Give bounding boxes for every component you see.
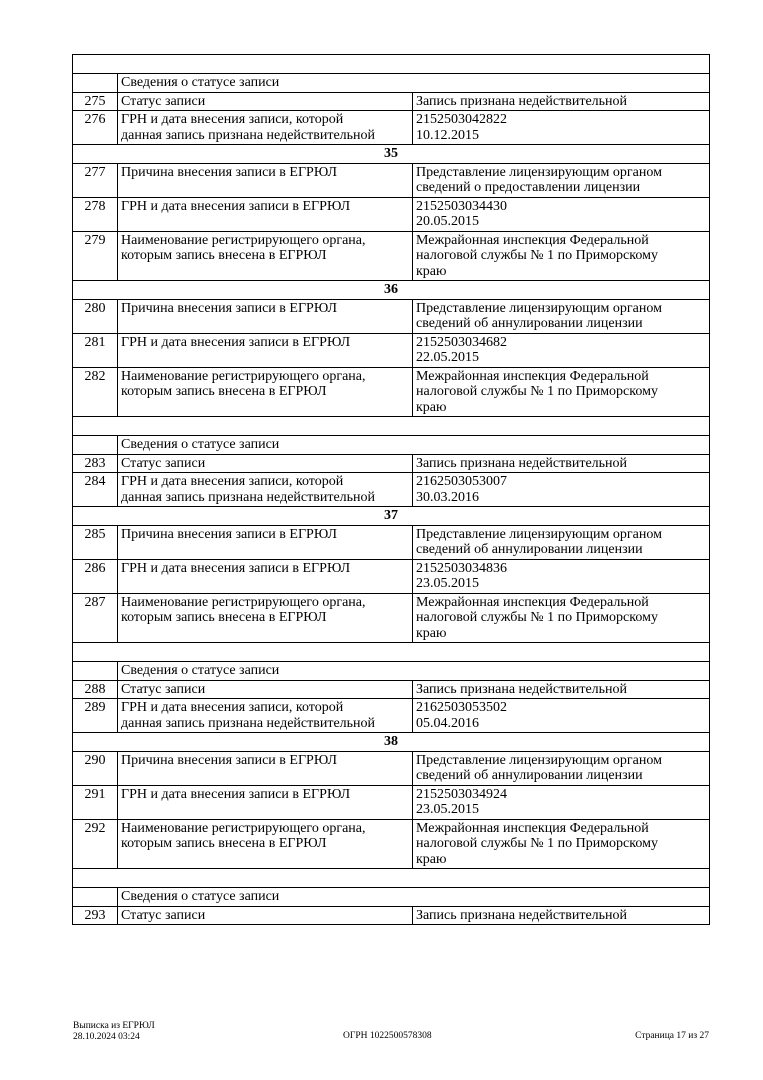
row-field-name: Наименование регистрирующего органа, которым запись внесена в ЕГРЮЛ: [118, 367, 413, 417]
row-field-name: ГРН и дата внесения записи в ЕГРЮЛ: [118, 197, 413, 231]
row-field-name: Статус записи: [118, 906, 413, 925]
row-field-name: Наименование регистрирующего органа, которым запись внесена в ЕГРЮЛ: [118, 231, 413, 281]
blank-cell: [73, 643, 710, 662]
caption-text: Сведения о статусе записи: [118, 662, 710, 681]
table-row: [73, 92, 710, 111]
caption-num-cell: [73, 888, 118, 907]
row-field-value: 2152503034924 23.05.2015: [413, 785, 710, 819]
blank-row: [73, 55, 710, 74]
caption-text: Сведения о статусе записи: [118, 888, 710, 907]
blank-row: [73, 643, 710, 662]
table-row: [73, 367, 710, 417]
row-number: 293: [73, 906, 118, 925]
table-row: [73, 163, 710, 197]
section-row: [73, 281, 710, 300]
row-field-value: Межрайонная инспекция Федеральной налоговой службы № 1 по Приморскому краю: [413, 593, 710, 643]
table-row: [73, 906, 710, 925]
section-number: 36: [73, 281, 710, 300]
table-row: [73, 785, 710, 819]
row-number: 285: [73, 525, 118, 559]
caption-num-cell: [73, 74, 118, 93]
egrul-table: [72, 54, 710, 925]
row-number: 281: [73, 333, 118, 367]
footer-datetime: 28.10.2024 03:24: [73, 1031, 140, 1042]
row-field-value: Межрайонная инспекция Федеральной налоговой службы № 1 по Приморскому краю: [413, 367, 710, 417]
table-row: [73, 333, 710, 367]
section-number: 38: [73, 733, 710, 752]
footer-doc-title: Выписка из ЕГРЮЛ: [73, 1021, 155, 1031]
row-number: 284: [73, 473, 118, 507]
caption-num-cell: [73, 436, 118, 455]
row-field-name: ГРН и дата внесения записи в ЕГРЮЛ: [118, 333, 413, 367]
caption-row: [73, 662, 710, 681]
row-number: 275: [73, 92, 118, 111]
row-field-value: Представление лицензирующим органом сведений о предоставлении лицензии: [413, 163, 710, 197]
section-row: [73, 733, 710, 752]
footer-ogrn: ОГРН 1022500578308: [343, 1031, 432, 1041]
row-number: 282: [73, 367, 118, 417]
row-field-value: 2152503034682 22.05.2015: [413, 333, 710, 367]
row-number: 277: [73, 163, 118, 197]
row-number: 286: [73, 559, 118, 593]
row-field-name: Наименование регистрирующего органа, которым запись внесена в ЕГРЮЛ: [118, 819, 413, 869]
row-field-name: ГРН и дата внесения записи, которой данная запись признана недействительной: [118, 699, 413, 733]
row-field-name: Статус записи: [118, 454, 413, 473]
section-row: [73, 145, 710, 164]
blank-cell: [73, 417, 710, 436]
row-field-value: 2152503034836 23.05.2015: [413, 559, 710, 593]
row-number: 292: [73, 819, 118, 869]
blank-cell: [73, 869, 710, 888]
row-field-value: Представление лицензирующим органом сведений об аннулировании лицензии: [413, 525, 710, 559]
row-field-value: Межрайонная инспекция Федеральной налоговой службы № 1 по Приморскому краю: [413, 819, 710, 869]
row-number: 278: [73, 197, 118, 231]
row-field-value: Представление лицензирующим органом сведений об аннулировании лицензии: [413, 299, 710, 333]
table-row: [73, 559, 710, 593]
table-row: [73, 525, 710, 559]
row-field-value: Запись признана недействительной: [413, 906, 710, 925]
table-row: [73, 111, 710, 145]
section-number: 37: [73, 507, 710, 526]
row-number: 279: [73, 231, 118, 281]
caption-text: Сведения о статусе записи: [118, 74, 710, 93]
caption-text: Сведения о статусе записи: [118, 436, 710, 455]
row-field-name: Статус записи: [118, 680, 413, 699]
section-row: [73, 507, 710, 526]
table-row: [73, 299, 710, 333]
row-field-name: ГРН и дата внесения записи, которой данная запись признана недействительной: [118, 473, 413, 507]
row-field-name: Статус записи: [118, 92, 413, 111]
row-field-value: 2152503034430 20.05.2015: [413, 197, 710, 231]
footer-left: [73, 1021, 155, 1042]
row-field-value: 2162503053502 05.04.2016: [413, 699, 710, 733]
table-row: [73, 699, 710, 733]
row-number: 276: [73, 111, 118, 145]
egrul-table-body: [73, 55, 710, 925]
row-field-name: ГРН и дата внесения записи в ЕГРЮЛ: [118, 559, 413, 593]
row-field-name: Причина внесения записи в ЕГРЮЛ: [118, 299, 413, 333]
row-field-value: Запись признана недействительной: [413, 454, 710, 473]
row-number: 290: [73, 751, 118, 785]
row-field-value: Запись признана недействительной: [413, 92, 710, 111]
row-field-value: 2152503042822 10.12.2015: [413, 111, 710, 145]
row-number: 283: [73, 454, 118, 473]
table-row: [73, 751, 710, 785]
row-number: 289: [73, 699, 118, 733]
row-field-name: Причина внесения записи в ЕГРЮЛ: [118, 163, 413, 197]
table-row: [73, 680, 710, 699]
row-field-name: Причина внесения записи в ЕГРЮЛ: [118, 751, 413, 785]
table-row: [73, 593, 710, 643]
row-field-value: Запись признана недействительной: [413, 680, 710, 699]
row-field-name: Причина внесения записи в ЕГРЮЛ: [118, 525, 413, 559]
row-number: 280: [73, 299, 118, 333]
row-number: 291: [73, 785, 118, 819]
section-number: 35: [73, 145, 710, 164]
row-number: 287: [73, 593, 118, 643]
table-row: [73, 454, 710, 473]
table-row: [73, 819, 710, 869]
blank-row: [73, 417, 710, 436]
row-field-value: 2162503053007 30.03.2016: [413, 473, 710, 507]
caption-row: [73, 888, 710, 907]
row-field-name: ГРН и дата внесения записи, которой данная запись признана недействительной: [118, 111, 413, 145]
blank-cell: [73, 55, 710, 74]
table-row: [73, 197, 710, 231]
caption-row: [73, 436, 710, 455]
caption-num-cell: [73, 662, 118, 681]
row-field-name: Наименование регистрирующего органа, которым запись внесена в ЕГРЮЛ: [118, 593, 413, 643]
blank-row: [73, 869, 710, 888]
table-row: [73, 473, 710, 507]
row-field-name: ГРН и дата внесения записи в ЕГРЮЛ: [118, 785, 413, 819]
row-number: 288: [73, 680, 118, 699]
table-row: [73, 231, 710, 281]
footer-page-number: Страница 17 из 27: [635, 1031, 709, 1041]
row-field-value: Представление лицензирующим органом сведений об аннулировании лицензии: [413, 751, 710, 785]
row-field-value: Межрайонная инспекция Федеральной налоговой службы № 1 по Приморскому краю: [413, 231, 710, 281]
caption-row: [73, 74, 710, 93]
